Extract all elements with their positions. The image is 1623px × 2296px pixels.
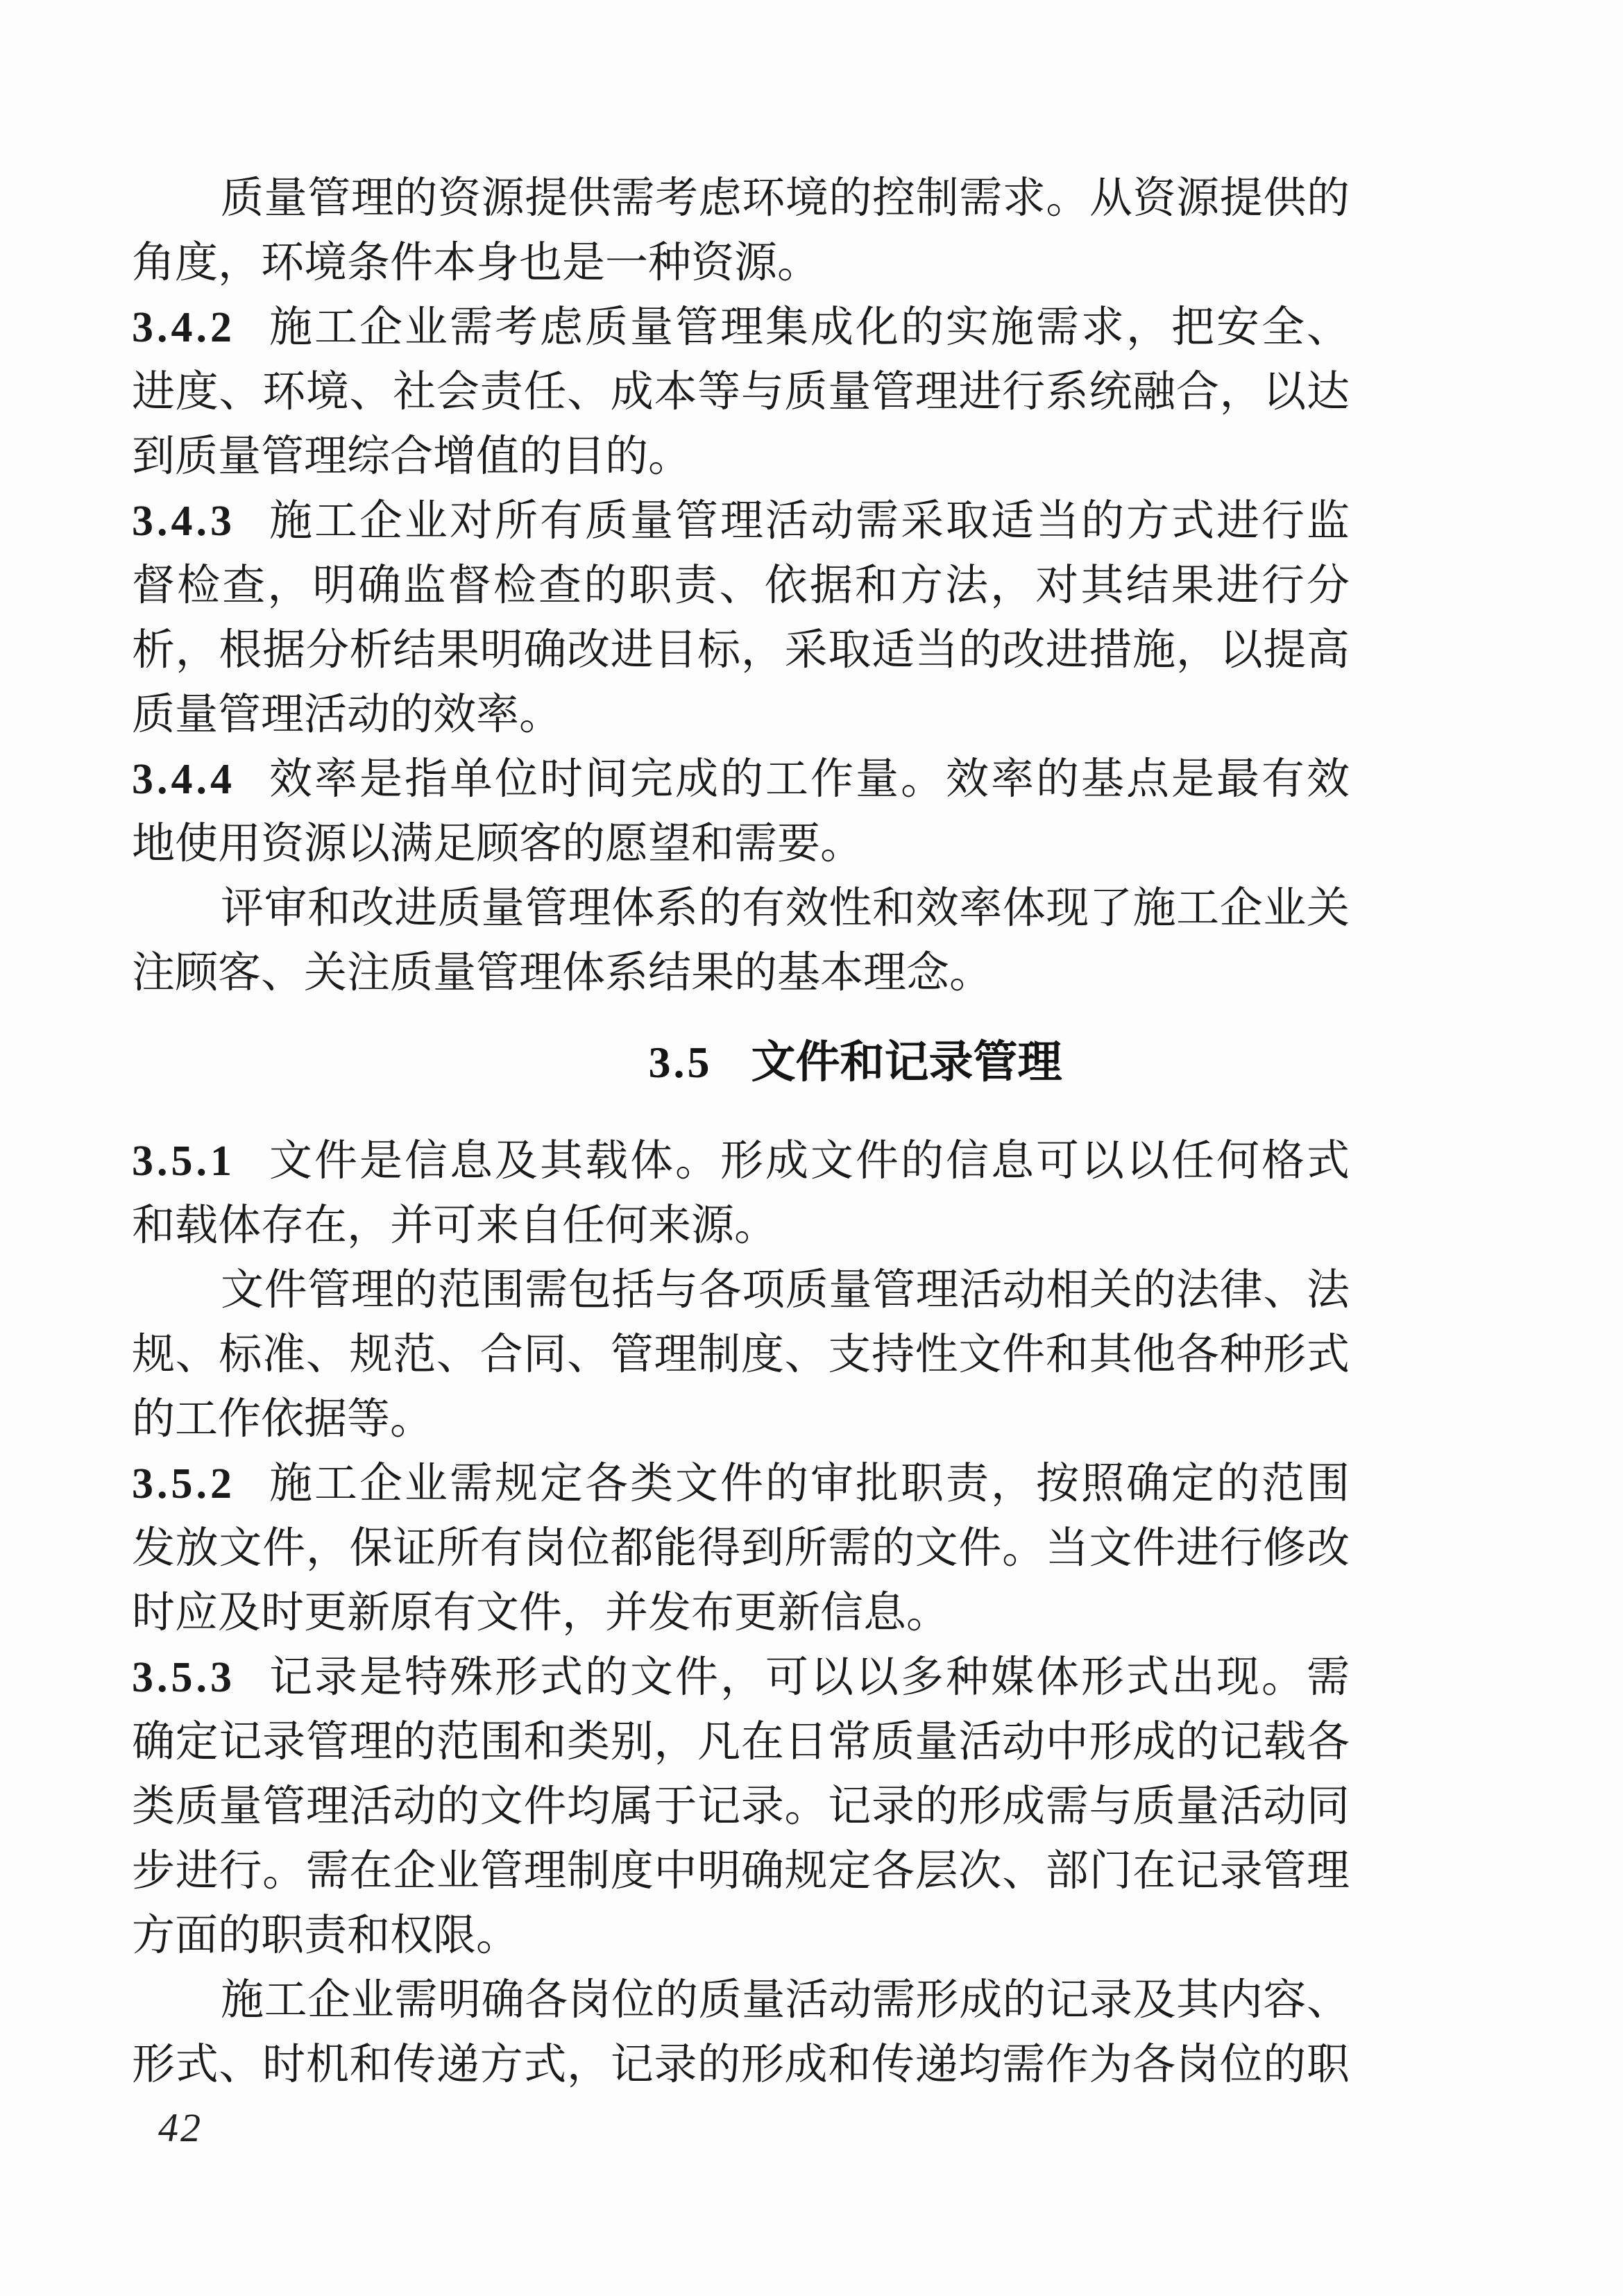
heading-number: 3.5 (648, 1038, 713, 1087)
line-text: 质量管理的资源提供需考虑环境的控制需求。从资源提供的 (221, 175, 1350, 222)
text-line (132, 877, 1350, 941)
line-text: 施工企业需明确各岗位的质量活动需形成的记录及其内容、 (221, 1977, 1350, 2024)
line-text: 施工企业需考虑质量管理集成化的实施需求，把安全、 (267, 304, 1350, 351)
text-line (132, 167, 1350, 231)
text-line (132, 296, 1350, 360)
line-text: 角度，环境条件本身也是一种资源。 (132, 239, 821, 287)
line-text: 时应及时更新原有文件，并发布更新信息。 (132, 1589, 950, 1637)
text-line (132, 554, 1350, 618)
text-line (132, 1775, 1350, 1839)
line-text: 施工企业对所有质量管理活动需采取适当的方式进行监 (267, 498, 1350, 545)
text-line (132, 1581, 1350, 1646)
clause-number: 3.4.2 (132, 304, 235, 351)
text-line (132, 1387, 1350, 1452)
line-text: 的工作依据等。 (132, 1396, 434, 1443)
line-text: 效率是指单位时间完成的工作量。效率的基点是最有效 (267, 756, 1350, 803)
line-text: 规、标准、规范、合同、管理制度、支持性文件和其他各种形式 (132, 1331, 1350, 1378)
text-line (132, 1646, 1350, 1710)
heading-title: 文件和记录管理 (751, 1038, 1062, 1087)
text-line (132, 1839, 1350, 1904)
page-number: 42 (158, 2105, 203, 2150)
text-line (132, 683, 1350, 748)
line-text: 评审和改进质量管理体系的有效性和效率体现了施工企业关 (221, 885, 1350, 932)
line-text: 进度、环境、社会责任、成本等与质量管理进行系统融合，以达 (132, 369, 1350, 416)
text-line (132, 618, 1350, 683)
line-text: 注顾客、关注质量管理体系结果的基本理念。 (132, 949, 993, 997)
text-line (132, 489, 1350, 554)
text-line (132, 425, 1350, 489)
line-text: 形式、时机和传递方式，记录的形成和传递均需作为各岗位的职 (132, 2041, 1350, 2088)
clause-number: 3.5.1 (132, 1138, 235, 1185)
text-line (132, 231, 1350, 296)
text-column (132, 167, 1350, 2097)
line-text: 发放文件，保证所有岗位都能得到所需的文件。当文件进行修改 (132, 1525, 1350, 1572)
clause-number: 3.4.4 (132, 756, 235, 803)
text-line (132, 2033, 1350, 2097)
text-line (132, 1323, 1350, 1387)
line-text: 析，根据分析结果明确改进目标，采取适当的改进措施，以提高 (132, 627, 1350, 674)
line-text: 文件是信息及其载体。形成文件的信息可以以任何格式 (267, 1138, 1350, 1185)
line-text: 督检查，明确监督检查的职责、依据和方法，对其结果进行分 (132, 562, 1350, 609)
text-line (132, 1194, 1350, 1258)
line-text: 到质量管理综合增值的目的。 (132, 433, 692, 480)
text-line (132, 1258, 1350, 1323)
text-line (132, 1710, 1350, 1775)
text-line (132, 1968, 1350, 2033)
line-text: 步进行。需在企业管理制度中明确规定各层次、部门在记录管理 (132, 1848, 1350, 1895)
line-text: 方面的职责和权限。 (132, 1912, 520, 1959)
clause-number: 3.4.3 (132, 498, 235, 545)
clause-number: 3.5.2 (132, 1460, 235, 1508)
text-line (132, 941, 1350, 1006)
line-text: 质量管理活动的效率。 (132, 691, 563, 738)
clause-number: 3.5.3 (132, 1654, 235, 1701)
line-text: 地使用资源以满足顾客的愿望和需要。 (132, 820, 864, 868)
section-heading (246, 1030, 1464, 1095)
line-text: 记录是特殊形式的文件，可以以多种媒体形式出现。需 (267, 1654, 1350, 1701)
text-line (132, 1129, 1350, 1194)
line-text: 确定记录管理的范围和类别，凡在日常质量活动中形成的记载各 (132, 1719, 1350, 1766)
line-text: 类质量管理活动的文件均属于记录。记录的形成需与质量活动同 (132, 1783, 1350, 1830)
text-line (132, 1452, 1350, 1517)
line-text: 施工企业需规定各类文件的审批职责，按照确定的范围 (267, 1460, 1350, 1508)
text-line (132, 1904, 1350, 1968)
text-line (132, 1517, 1350, 1581)
line-text: 文件管理的范围需包括与各项质量管理活动相关的法律、法 (221, 1267, 1350, 1314)
text-line (132, 360, 1350, 425)
line-text: 和载体存在，并可来自任何来源。 (132, 1202, 778, 1249)
text-line (132, 812, 1350, 877)
text-line (132, 748, 1350, 812)
